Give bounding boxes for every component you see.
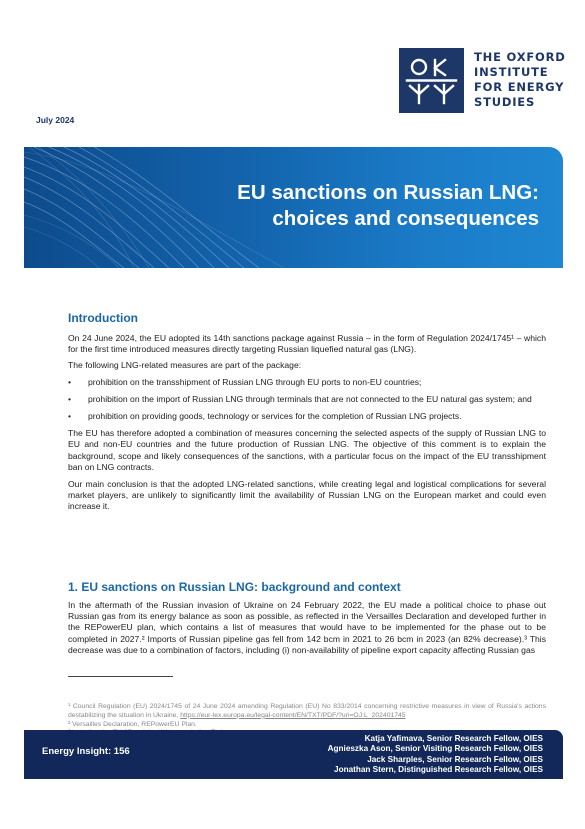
title-banner [24,147,563,268]
footer-bar [24,730,563,779]
author-line: Katja Yafimava, Senior Research Fellow, OIES [364,734,543,743]
footnote-separator [68,676,173,677]
section-1 [68,580,546,656]
publication-date: July 2024 [36,115,75,125]
author-line: Jack Sharples, Senior Research Fellow, OIES [367,754,543,764]
author-list [328,734,543,775]
brand-line: INSTITUTE [474,65,549,79]
energy-insight-label: Energy Insight: 156 [42,746,130,757]
title-line: choices and consequences [272,207,539,230]
author-line: Jonathan Stern, Distinguished Research Fellow, OIES [334,764,543,774]
document-title [237,180,539,232]
list-item [68,411,546,422]
footnote-2: ² Versailles Declaration, REPowerEU Plan. [68,720,197,728]
paragraph: The EU has therefore adopted a combination of measures concerning the selected aspects of the supply of Russian LNG to EU and non-EU countries and the future production of Russian LNG. The objective of this comment is to explain the background, scope and likely consequences of the sanctions, with a particular focus on the impact of the EU transshipment ban on LNG contracts. [68,428,546,472]
introduction-section [68,311,546,325]
brand-line: STUDIES [474,95,536,109]
bullet-icon: • [68,411,72,422]
author-line: Agnieszka Ason, Senior Visiting Research Fellow, OIES [327,744,543,754]
list-item-text: prohibition on the transshipment of Russian LNG through EU ports to non-EU countries; [88,376,422,387]
brand-line: FOR ENERGY [474,80,565,94]
oies-logo-icon [399,48,464,113]
measures-list [68,377,546,423]
title-line: EU sanctions on Russian LNG: [237,181,539,204]
list-item-text: prohibition on the import of Russian LNG through terminals that are not connected to the EU natural gas system; and [88,393,532,404]
paragraph: The following LNG-related measures are part of the package: [68,360,302,371]
section-1-heading: 1. EU sanctions on Russian LNG: background and context [68,580,401,594]
bullet-icon: • [68,376,72,387]
list-item [68,394,546,405]
introduction-heading: Introduction [68,311,138,325]
paragraph: On 24 June 2024, the EU adopted its 14th sanctions package against Russia – in the form of Regulation 2024/1745¹ – which for the first time introduced measures directly targeting Russian liquefied natural gas (LNG). [68,333,546,355]
list-item [68,377,546,388]
footnote-1 [68,703,546,721]
bullet-icon: • [68,393,72,404]
list-item-text: prohibition on providing goods, technology or services for the completion of Russian LNG projects. [88,411,462,422]
footnote-1-link[interactable]: https://eur-lex.europa.eu/legal-content/EN/TXT/PDF/?uri=OJ:L_202401745 [180,711,406,719]
brand-line: THE OXFORD [474,50,566,64]
footnote-1-text: ¹ Council Regulation (EU) 2024/1745 of 24 June 2024 amending Regulation (EU) No 833/2014 concerning restrictive measures in view of Russia's actions destabilizing the situation in Ukraine, [68,703,546,719]
paragraph: In the aftermath of the Russian invasion of Ukraine on 24 February 2022, the EU made a political choice to phase out Russian gas from its energy balance as soon as possible, as reflected in the Versailles Declaration and developed further in the REPowerEU plan, which contains a list of measures that would have to be implemented for the phase out to be completed in 2027.² Imports of Russian pipeline gas fell from 142 bcm in 2021 to 26 bcm in 2023 (an 82% decrease).³ This decrease was due to a combination of factors, including (i) non-availability of pipeline export capacity affecting Russian gas [68,600,546,655]
brand-name [474,50,566,110]
paragraph: Our main conclusion is that the adopted LNG-related sanctions, while creating legal and logistical complications for several market players, are unlikely to significantly limit the availability of Russian LNG on the European market and could even increase it. [68,479,546,512]
introduction-body [68,333,546,513]
